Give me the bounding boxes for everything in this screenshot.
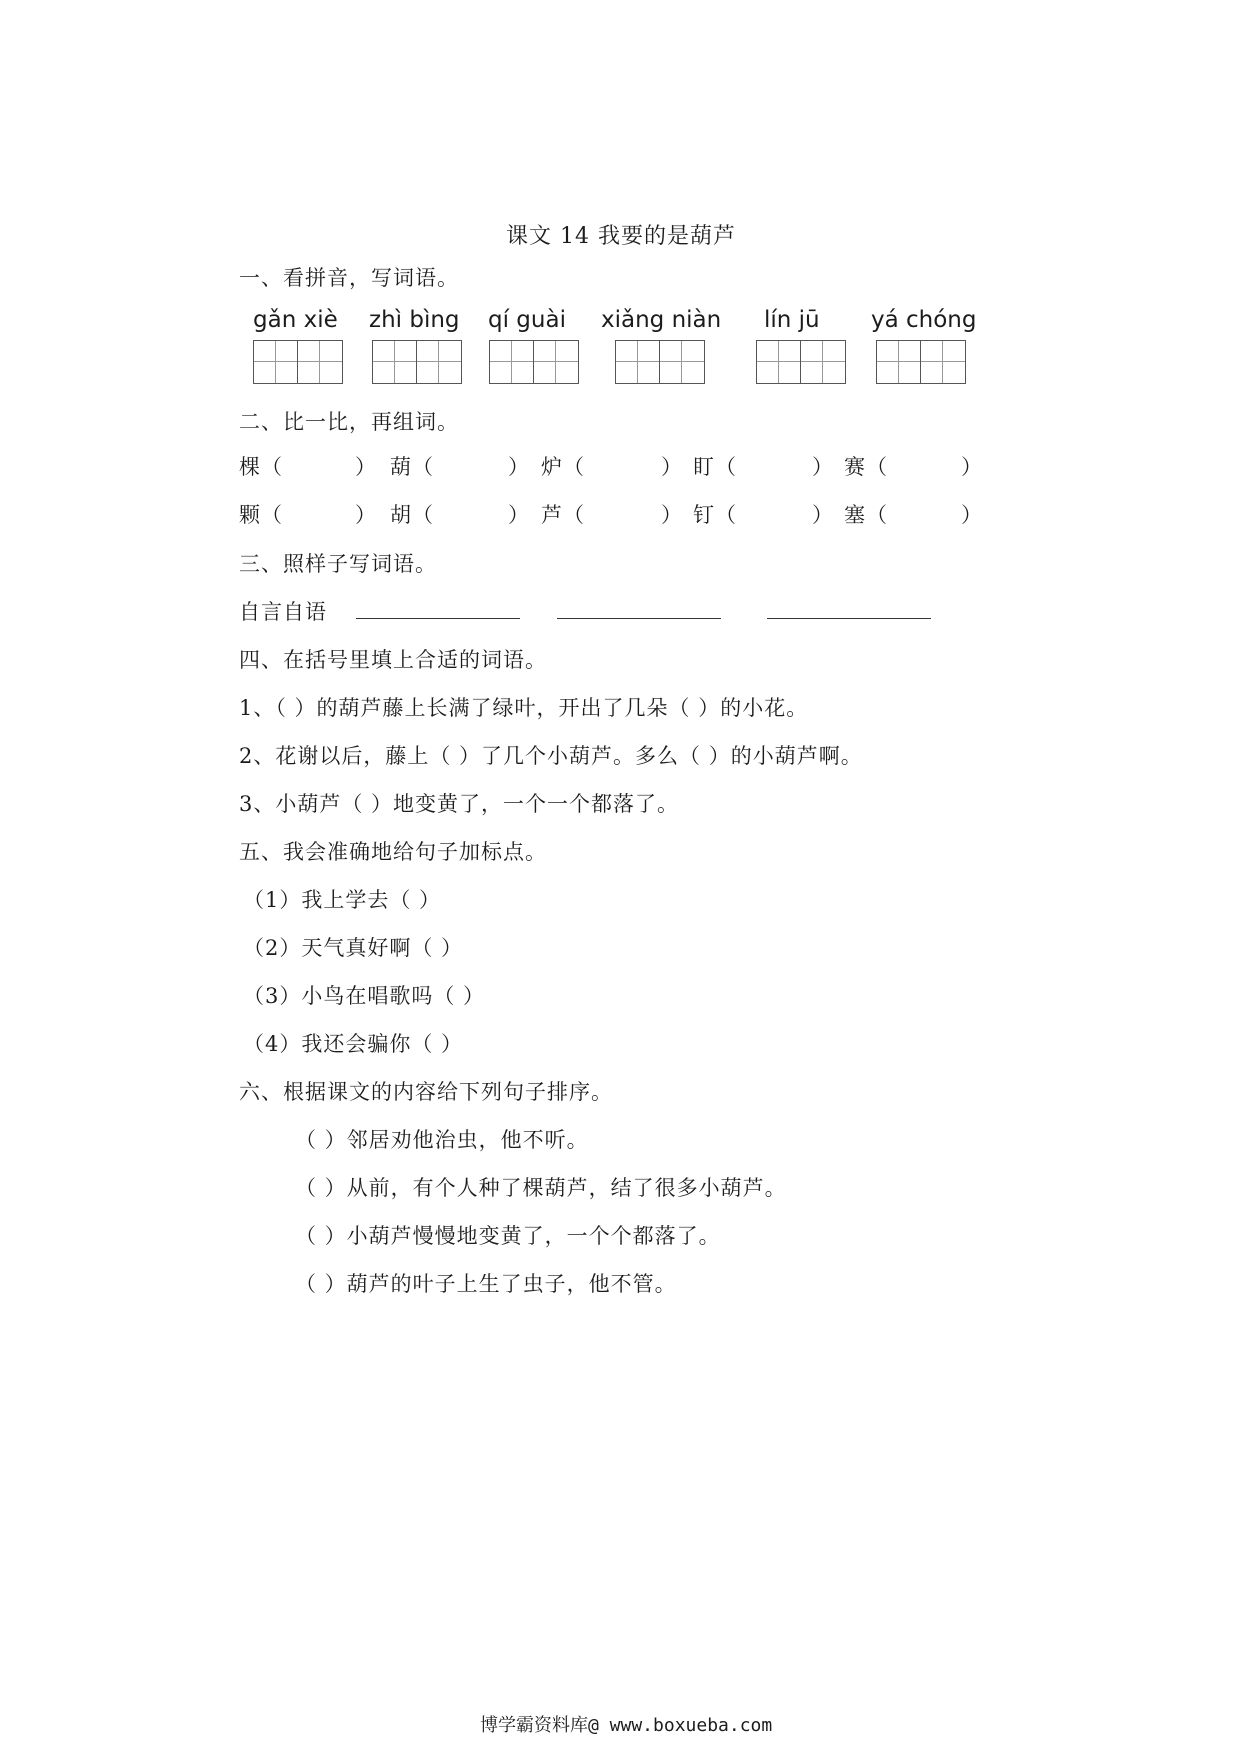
compare-item: 钉（	[693, 503, 737, 527]
punctuation-item-2: （2）天气真好啊（ ）	[243, 936, 464, 960]
writing-grid-5[interactable]	[756, 340, 846, 384]
punctuation-item-4: （4）我还会骗你（ ）	[243, 1032, 464, 1056]
compare-close: ）	[508, 503, 530, 527]
compare-close: ）	[661, 455, 683, 479]
punctuation-item-3: （3）小鸟在唱歌吗（ ）	[243, 984, 486, 1008]
pinyin-3: qí guài	[488, 307, 566, 333]
footer-url[interactable]: @ www.boxueba.com	[588, 1715, 773, 1736]
order-item-3: （ ）小葫芦慢慢地变黄了，一个个都落了。	[295, 1224, 721, 1248]
compare-item: 塞（	[844, 503, 888, 527]
section-6-heading: 六、根据课文的内容给下列句子排序。	[239, 1080, 613, 1104]
writing-grid-1[interactable]	[253, 340, 343, 384]
answer-line-3[interactable]	[767, 618, 931, 619]
writing-grid-6[interactable]	[876, 340, 966, 384]
compare-close: ）	[812, 503, 834, 527]
compare-close: ）	[812, 455, 834, 479]
compare-item: 炉（	[541, 455, 585, 479]
compare-item: 赛（	[844, 455, 888, 479]
fill-sentence-2: 2、花谢以后，藤上（ ）了几个小葫芦。多么（ ）的小葫芦啊。	[239, 744, 863, 768]
punctuation-item-1: （1）我上学去（ ）	[243, 888, 442, 912]
compare-close: ）	[961, 455, 983, 479]
answer-line-2[interactable]	[557, 618, 721, 619]
section-3-heading: 三、照样子写词语。	[239, 552, 437, 576]
example-word: 自言自语	[239, 600, 327, 624]
section-2-heading: 二、比一比，再组词。	[239, 410, 459, 434]
order-item-2: （ ）从前，有个人种了棵葫芦，结了很多小葫芦。	[295, 1176, 787, 1200]
compare-close: ）	[508, 455, 530, 479]
pinyin-6: yá chóng	[871, 307, 977, 333]
pinyin-1: gǎn xiè	[253, 307, 338, 333]
order-item-1: （ ）邻居劝他治虫，他不听。	[295, 1128, 589, 1152]
section-1-heading: 一、看拼音，写词语。	[239, 266, 459, 290]
compare-item: 胡（	[390, 503, 434, 527]
answer-line-1[interactable]	[356, 618, 520, 619]
compare-close: ）	[355, 503, 377, 527]
writing-grid-2[interactable]	[372, 340, 462, 384]
writing-grid-3[interactable]	[489, 340, 579, 384]
footer-watermark	[480, 1711, 772, 1737]
fill-sentence-1: 1、（ ）的葫芦藤上长满了绿叶，开出了几朵（ ）的小花。	[239, 696, 809, 720]
compare-item: 棵（	[239, 455, 283, 479]
compare-close: ）	[355, 455, 377, 479]
fill-sentence-3: 3、小葫芦（ ）地变黄了，一个一个都落了。	[239, 792, 680, 816]
order-item-4: （ ）葫芦的叶子上生了虫子，他不管。	[295, 1272, 677, 1296]
section-5-heading: 五、我会准确地给句子加标点。	[239, 840, 547, 864]
compare-item: 葫（	[390, 455, 434, 479]
compare-item: 芦（	[541, 503, 585, 527]
compare-close: ）	[961, 503, 983, 527]
compare-close: ）	[661, 503, 683, 527]
pinyin-4: xiǎng niàn	[601, 307, 722, 333]
page-title: 课文 14 我要的是葫芦	[506, 224, 736, 249]
footer-site-name: 博学霸资料库	[480, 1715, 588, 1736]
section-4-heading: 四、在括号里填上合适的词语。	[239, 648, 547, 672]
compare-item: 颗（	[239, 503, 283, 527]
compare-item: 盯（	[693, 455, 737, 479]
pinyin-2: zhì bìng	[369, 307, 460, 333]
pinyin-5: lín jū	[764, 307, 820, 333]
writing-grid-4[interactable]	[615, 340, 705, 384]
